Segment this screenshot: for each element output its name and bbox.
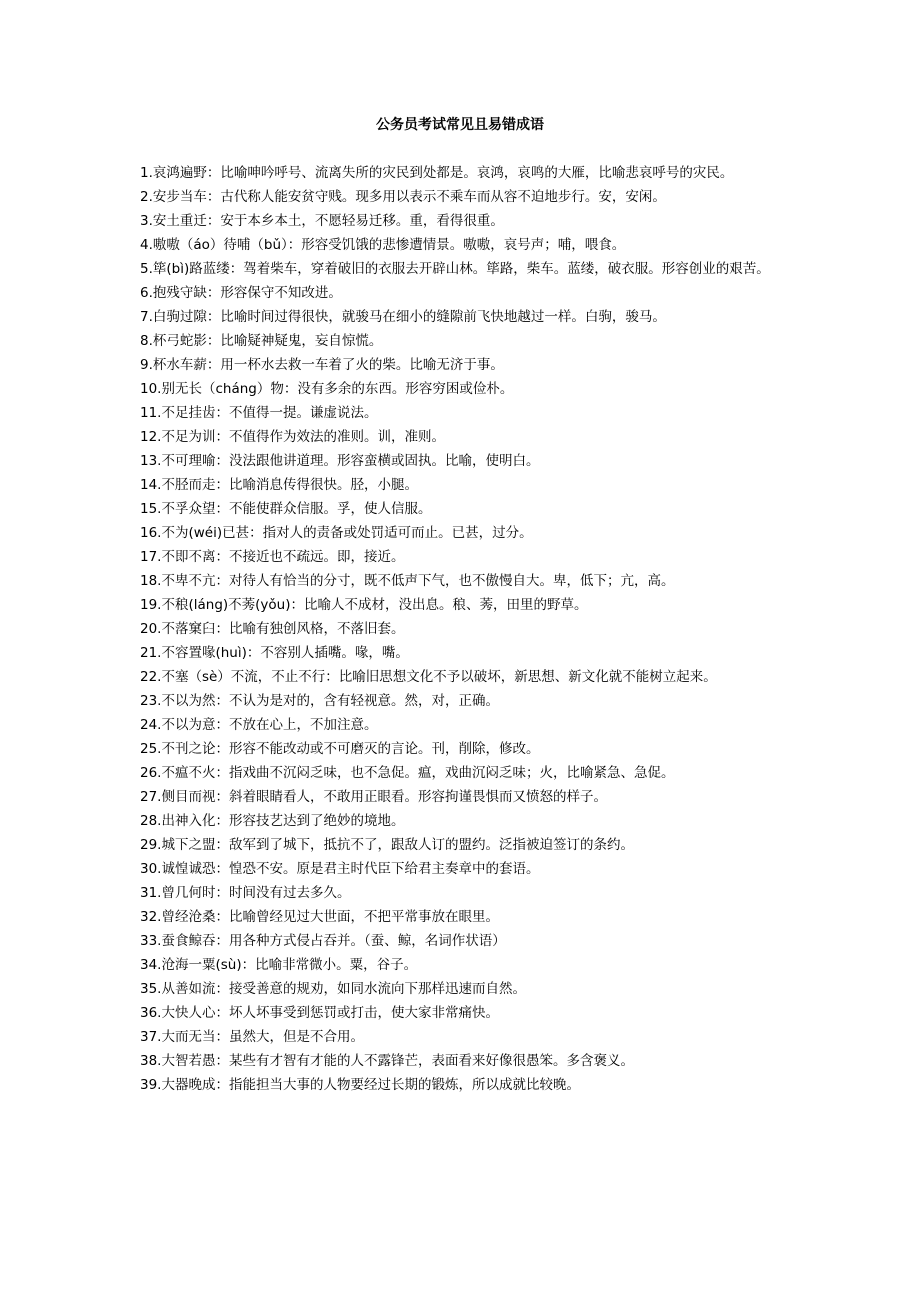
idiom-entry: 4.嗷嗷（áo）待哺（bǔ）：形容受饥饿的悲惨遭情景。嗷嗷，哀号声；哺，喂食。 (140, 237, 626, 253)
idiom-entry: 21.不容置喙(huì)：不容别人插嘴。喙，嘴。 (140, 645, 409, 661)
idiom-entry: 36.大快人心：坏人坏事受到惩罚或打击，使大家非常痛快。 (140, 1005, 499, 1021)
idiom-entry: 16.不为(wéi)已甚：指对人的责备或处罚适可而止。已甚，过分。 (140, 525, 533, 541)
idiom-entry: 37.大而无当：虽然大，但是不合用。 (140, 1029, 364, 1045)
idiom-entry: 15.不孚众望：不能使群众信服。孚，使人信服。 (140, 501, 432, 517)
idiom-entry: 26.不瘟不火：指戏曲不沉闷乏味，也不急促。瘟，戏曲沉闷乏味；火，比喻紧急、急促。 (140, 765, 675, 781)
idiom-entry: 39.大器晚成：指能担当大事的人物要经过长期的锻炼，所以成就比较晚。 (140, 1077, 580, 1093)
idiom-entry: 9.杯水车薪：用一杯水去救一车着了火的柴。比喻无济于事。 (140, 357, 504, 373)
idiom-entry: 10.别无长（cháng）物：没有多余的东西。形容穷困或俭朴。 (140, 381, 514, 397)
idiom-entry: 8.杯弓蛇影：比喻疑神疑鬼，妄自惊慌。 (140, 333, 383, 349)
idiom-entry: 32.曾经沧桑：比喻曾经见过大世面，不把平常事放在眼里。 (140, 909, 499, 925)
idiom-entry: 2.安步当车：古代称人能安贫守贱。现多用以表示不乘车而从容不迫地步行。安，安闲。 (140, 189, 666, 205)
idiom-entry: 22.不塞（sè）不流，不止不行：比喻旧思想文化不予以破坏，新思想、新文化就不能树立起来。 (140, 669, 717, 685)
document-title: 公务员考试常见且易错成语 (376, 117, 544, 133)
idiom-entry: 29.城下之盟：敌军到了城下，抵抗不了，跟敌人订的盟约。泛指被迫签订的条约。 (140, 837, 634, 853)
idiom-entry: 6.抱残守缺：形容保守不知改进。 (140, 285, 342, 301)
idiom-entry: 35.从善如流：接受善意的规劝，如同水流向下那样迅速而自然。 (140, 981, 526, 997)
idiom-entry: 31.曾几何时：时间没有过去多久。 (140, 885, 351, 901)
idiom-entry: 1.哀鸿遍野：比喻呻吟呼号、流离失所的灾民到处都是。哀鸿，哀鸣的大雁，比喻悲哀呼号的灾民。 (140, 165, 734, 181)
idiom-entry: 12.不足为训：不值得作为效法的准则。训，准则。 (140, 429, 445, 445)
idiom-entry: 7.白驹过隙：比喻时间过得很快，就骏马在细小的缝隙前飞快地越过一样。白驹，骏马。 (140, 309, 666, 325)
idiom-entry: 20.不落窠臼：比喻有独创风格，不落旧套。 (140, 621, 405, 637)
idiom-entry: 25.不刊之论：形容不能改动或不可磨灭的言论。刊，削除，修改。 (140, 741, 540, 757)
idiom-entry: 33.蚕食鲸吞：用各种方式侵占吞并。（蚕、鲸，名词作状语） (140, 933, 506, 949)
idiom-entry: 38.大智若愚：某些有才智有才能的人不露锋芒，表面看来好像很愚笨。多含褒义。 (140, 1053, 634, 1069)
idiom-entry: 19.不稂(láng)不莠(yǒu)：比喻人不成材，没出息。稂、莠，田里的野草。 (140, 597, 588, 613)
idiom-entry: 24.不以为意：不放在心上，不加注意。 (140, 717, 378, 733)
idiom-entry: 13.不可理喻：没法跟他讲道理。形容蛮横或固执。比喻，使明白。 (140, 453, 540, 469)
idiom-entry: 17.不即不离：不接近也不疏远。即，接近。 (140, 549, 405, 565)
idiom-entry: 28.出神入化：形容技艺达到了绝妙的境地。 (140, 813, 405, 829)
idiom-entry: 34.沧海一粟(sù)：比喻非常微小。粟，谷子。 (140, 957, 418, 973)
idiom-entry: 27.侧目而视：斜着眼睛看人，不敢用正眼看。形容拘谨畏惧而又愤怒的样子。 (140, 789, 607, 805)
idiom-entry: 5.筚(bì)路蓝缕：驾着柴车，穿着破旧的衣服去开辟山林。筚路，柴车。蓝缕，破衣服。形容创业的艰苦。 (140, 261, 770, 277)
idiom-entry: 30.诚惶诚恐：惶恐不安。原是君主时代臣下给君主奏章中的套语。 (140, 861, 540, 877)
idiom-entry: 14.不胫而走：比喻消息传得很快。胫，小腿。 (140, 477, 418, 493)
idiom-entry: 3.安土重迁：安于本乡本土，不愿轻易迁移。重，看得很重。 (140, 213, 504, 229)
idiom-entry: 11.不足挂齿：不值得一提。谦虚说法。 (140, 405, 378, 421)
idiom-list (140, 161, 785, 1097)
idiom-entry: 23.不以为然：不认为是对的，含有轻视意。然，对，正确。 (140, 693, 499, 709)
idiom-entry: 18.不卑不亢：对待人有恰当的分寸，既不低声下气，也不傲慢自大。卑，低下；亢，高。 (140, 573, 675, 589)
